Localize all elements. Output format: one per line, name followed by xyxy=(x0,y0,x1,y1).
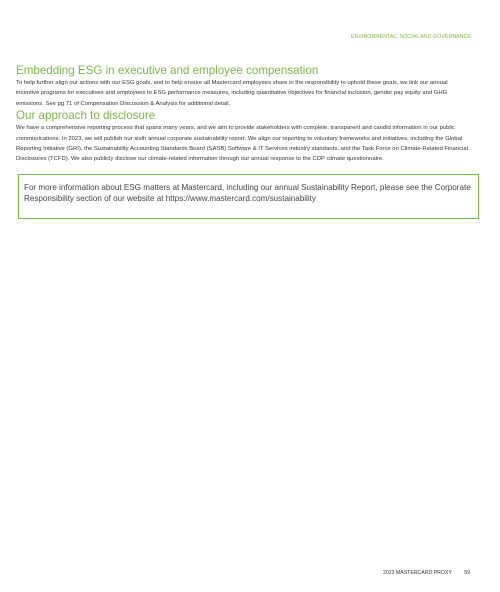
footer-doc-title: 2023 MASTERCARD PROXY xyxy=(382,570,452,576)
paragraph-disclosure: We have a comprehensive reporting process that spans many years, and we aim to provide stakeholders with complete, transparent and candid information in our public communications. In 2023, we will publish our sixth annual corporate sustainability report. We align our reporting to voluntary frameworks and initiatives, including the Global Reporting Initiative (GRI), the Sustainability Accounting Standards Board (SASB) Software & IT Services industry standards, and the Task Force on Climate-Related Financial Disclosures (TCFD). We also publicly disclose our climate-related information through our annual response to the CDP climate questionnaire. xyxy=(16,125,468,163)
page-content xyxy=(16,64,471,219)
section-heading-esg-compensation: Embedding ESG in executive and employee compensation xyxy=(16,64,319,77)
paragraph-esg-compensation: To help further align our actions with our ESG goals, and to help ensure all Mastercard employees share in the responsibility to uphold these goals, we link our annual incentive programs for executives and employees to ESG performance measures, including quantitative objectives for financial inclusion, gender pay equity and GHG emissions. See pg 71 of Compensation Discussion & Analysis for additional detail. xyxy=(16,80,448,107)
running-header-section-label: ENVIRONMENTAL, SOCIAL AND GOVERNANCE xyxy=(350,34,471,40)
page-footer xyxy=(383,570,470,576)
callout-text: For more information about ESG matters at Mastercard, including our annual Sustainability Report, please see the Corporate Responsibility section of our website at https://www.mastercard.com/sustainability xyxy=(24,182,471,203)
section-heading-disclosure: Our approach to disclosure xyxy=(16,109,156,123)
info-callout-box xyxy=(18,174,479,219)
page-number: 59 xyxy=(464,570,470,576)
